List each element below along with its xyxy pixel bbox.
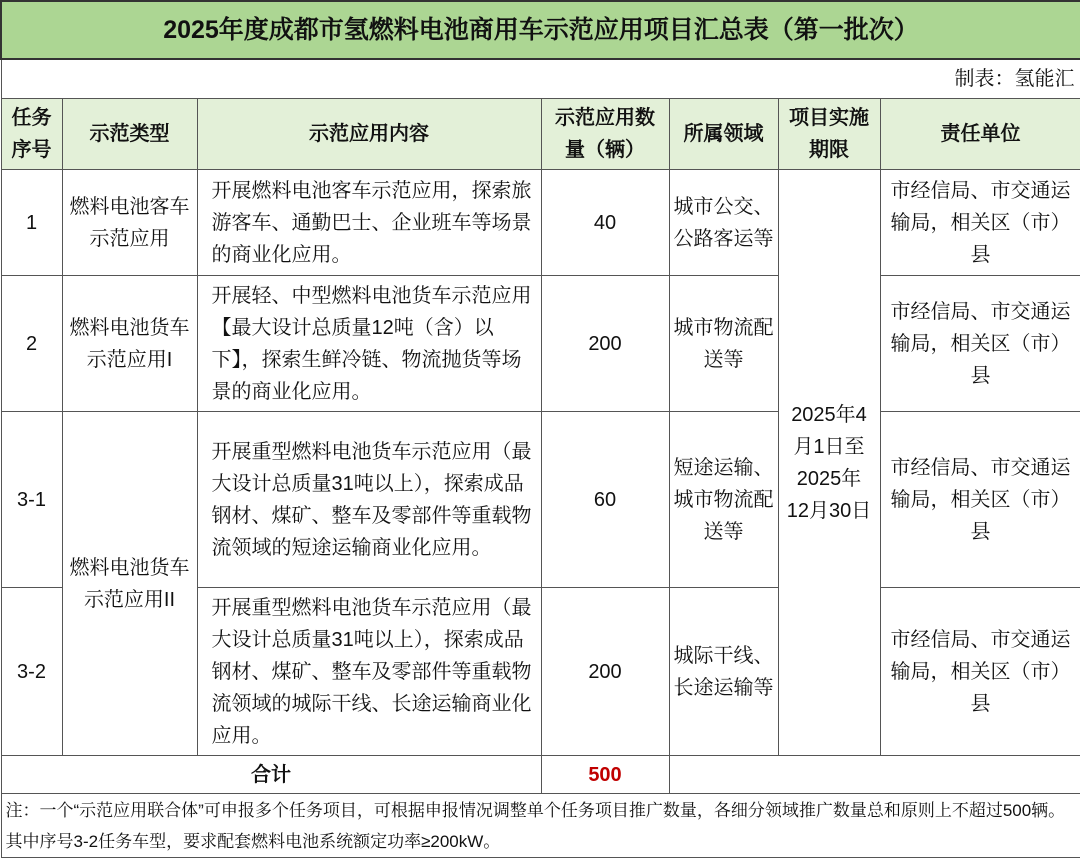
header-dept: 责任单位 xyxy=(880,99,1080,170)
demo-type: 燃料电池客车示范应用 xyxy=(62,170,197,276)
total-row xyxy=(1,756,1080,794)
header-row xyxy=(1,99,1080,170)
task-no: 3-2 xyxy=(1,588,62,756)
quantity: 40 xyxy=(541,170,669,276)
task-no: 3-1 xyxy=(1,412,62,588)
dept: 市经信局、市交通运输局，相关区（市）县 xyxy=(880,588,1080,756)
task-no: 1 xyxy=(1,170,62,276)
demo-type: 燃料电池货车示范应用I xyxy=(62,276,197,412)
header-type: 示范类型 xyxy=(62,99,197,170)
demo-content: 开展轻、中型燃料电池货车示范应用【最大设计总质量12吨（含）以下】，探索生鲜冷链、物流抛货等场景的商业化应用。 xyxy=(197,276,541,412)
demo-content: 开展重型燃料电池货车示范应用（最大设计总质量31吨以上），探索成品钢材、煤矿、整车及零部件等重载物流领域的城际干线、长途运输商业化应用。 xyxy=(197,588,541,756)
footnote: 注：一个“示范应用联合体”可申报多个任务项目，可根据申报情况调整单个任务项目推广数量，各细分领域推广数量总和原则上不超过500辆。其中序号3-2任务车型，要求配套燃料电池系统额定功率≥200kW。 xyxy=(1,794,1080,858)
header-task-no: 任务序号 xyxy=(1,99,62,170)
period: 2025年4月1日至2025年12月30日 xyxy=(778,170,880,756)
header-content: 示范应用内容 xyxy=(197,99,541,170)
field: 短途运输、城市物流配送等 xyxy=(669,412,778,588)
table-maker: 制表：氢能汇 xyxy=(1,59,1080,99)
header-period: 项目实施期限 xyxy=(778,99,880,170)
field: 城市物流配送等 xyxy=(669,276,778,412)
page-title: 2025年度成都市氢燃料电池商用车示范应用项目汇总表（第一批次） xyxy=(1,1,1080,59)
demo-type: 燃料电池货车示范应用II xyxy=(62,412,197,756)
total-label: 合计 xyxy=(1,756,541,794)
dept: 市经信局、市交通运输局，相关区（市）县 xyxy=(880,170,1080,276)
header-field: 所属领域 xyxy=(669,99,778,170)
field: 城市公交、公路客运等 xyxy=(669,170,778,276)
dept: 市经信局、市交通运输局，相关区（市）县 xyxy=(880,412,1080,588)
total-value: 500 xyxy=(541,756,669,794)
field: 城际干线、长途运输等 xyxy=(669,588,778,756)
quantity: 200 xyxy=(541,276,669,412)
quantity: 200 xyxy=(541,588,669,756)
table-row xyxy=(1,412,1080,588)
demo-content: 开展重型燃料电池货车示范应用（最大设计总质量31吨以上），探索成品钢材、煤矿、整车及零部件等重载物流领域的短途运输商业化应用。 xyxy=(197,412,541,588)
demo-content: 开展燃料电池客车示范应用，探索旅游客车、通勤巴士、企业班车等场景的商业化应用。 xyxy=(197,170,541,276)
table-row xyxy=(1,276,1080,412)
quantity: 60 xyxy=(541,412,669,588)
table-row xyxy=(1,170,1080,276)
dept: 市经信局、市交通运输局，相关区（市）县 xyxy=(880,276,1080,412)
total-empty xyxy=(669,756,1080,794)
header-quantity: 示范应用数量（辆） xyxy=(541,99,669,170)
task-no: 2 xyxy=(1,276,62,412)
